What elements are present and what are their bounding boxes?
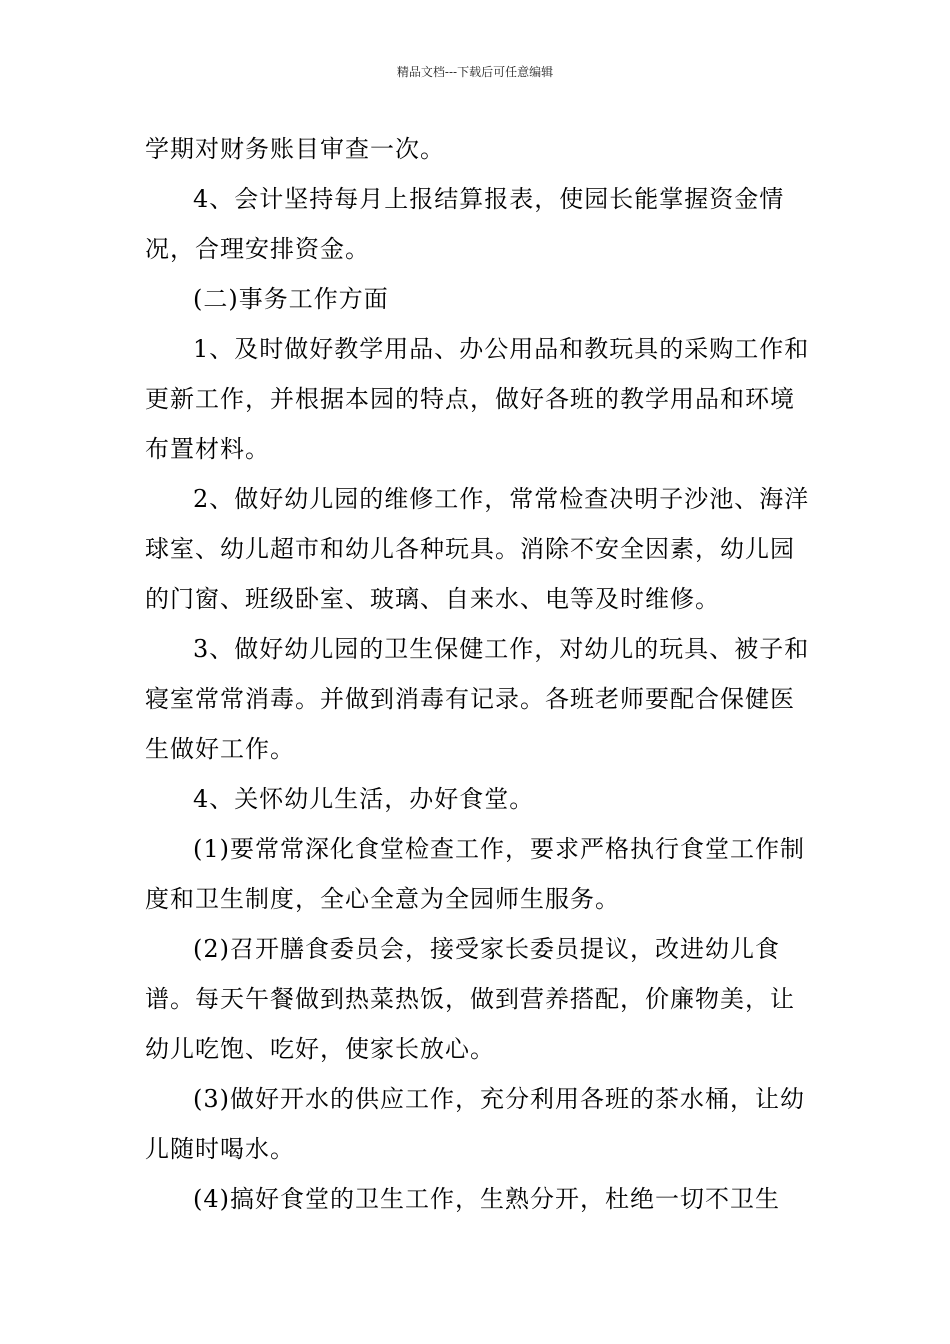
section-heading-affairs: (二)事务工作方面 <box>193 285 389 313</box>
paragraph-item-4-accounting: 4、会计坚持每月上报结算报表，使园长能掌握资金情况，合理安排资金。 <box>145 185 785 263</box>
paragraph-subitem-2: (2)召开膳食委员会，接受家长委员提议，改进幼儿食谱。每天午餐做到热菜热饭，做到营养搭配，价廉物美，让幼儿吃饱、吃好，使家长放心。 <box>145 935 795 1063</box>
paragraph-item-2-maintenance: 2、做好幼儿园的维修工作，常常检查决明子沙池、海洋球室、幼儿超市和幼儿各种玩具。消除不安全因素，幼儿园的门窗、班级卧室、玻璃、自来水、电等及时维修。 <box>145 485 810 613</box>
paragraph-subitem-3: (3)做好开水的供应工作，充分利用各班的茶水桶，让幼儿随时喝水。 <box>145 1085 805 1163</box>
paragraph-subitem-4: (4)搞好食堂的卫生工作，生熟分开，杜绝一切不卫生 <box>193 1185 780 1213</box>
paragraph-item-1-procurement: 1、及时做好教学用品、办公用品和教玩具的采购工作和更新工作，并根据本园的特点，做好各班的教学用品和环境布置材料。 <box>145 335 810 463</box>
document-body <box>145 124 815 1224</box>
page-header: 精品文档---下载后可任意编辑 <box>396 65 554 79</box>
paragraph-item-3-hygiene: 3、做好幼儿园的卫生保健工作，对幼儿的玩具、被子和寝室常常消毒。并做到消毒有记录。各班老师要配合保健医生做好工作。 <box>145 635 810 763</box>
paragraph-continuation: 学期对财务账目审查一次。 <box>145 135 445 163</box>
paragraph-subitem-1: (1)要常常深化食堂检查工作，要求严格执行食堂工作制度和卫生制度，全心全意为全园师生服务。 <box>145 835 805 913</box>
paragraph-item-4-canteen: 4、关怀幼儿生活，办好食堂。 <box>193 785 535 813</box>
